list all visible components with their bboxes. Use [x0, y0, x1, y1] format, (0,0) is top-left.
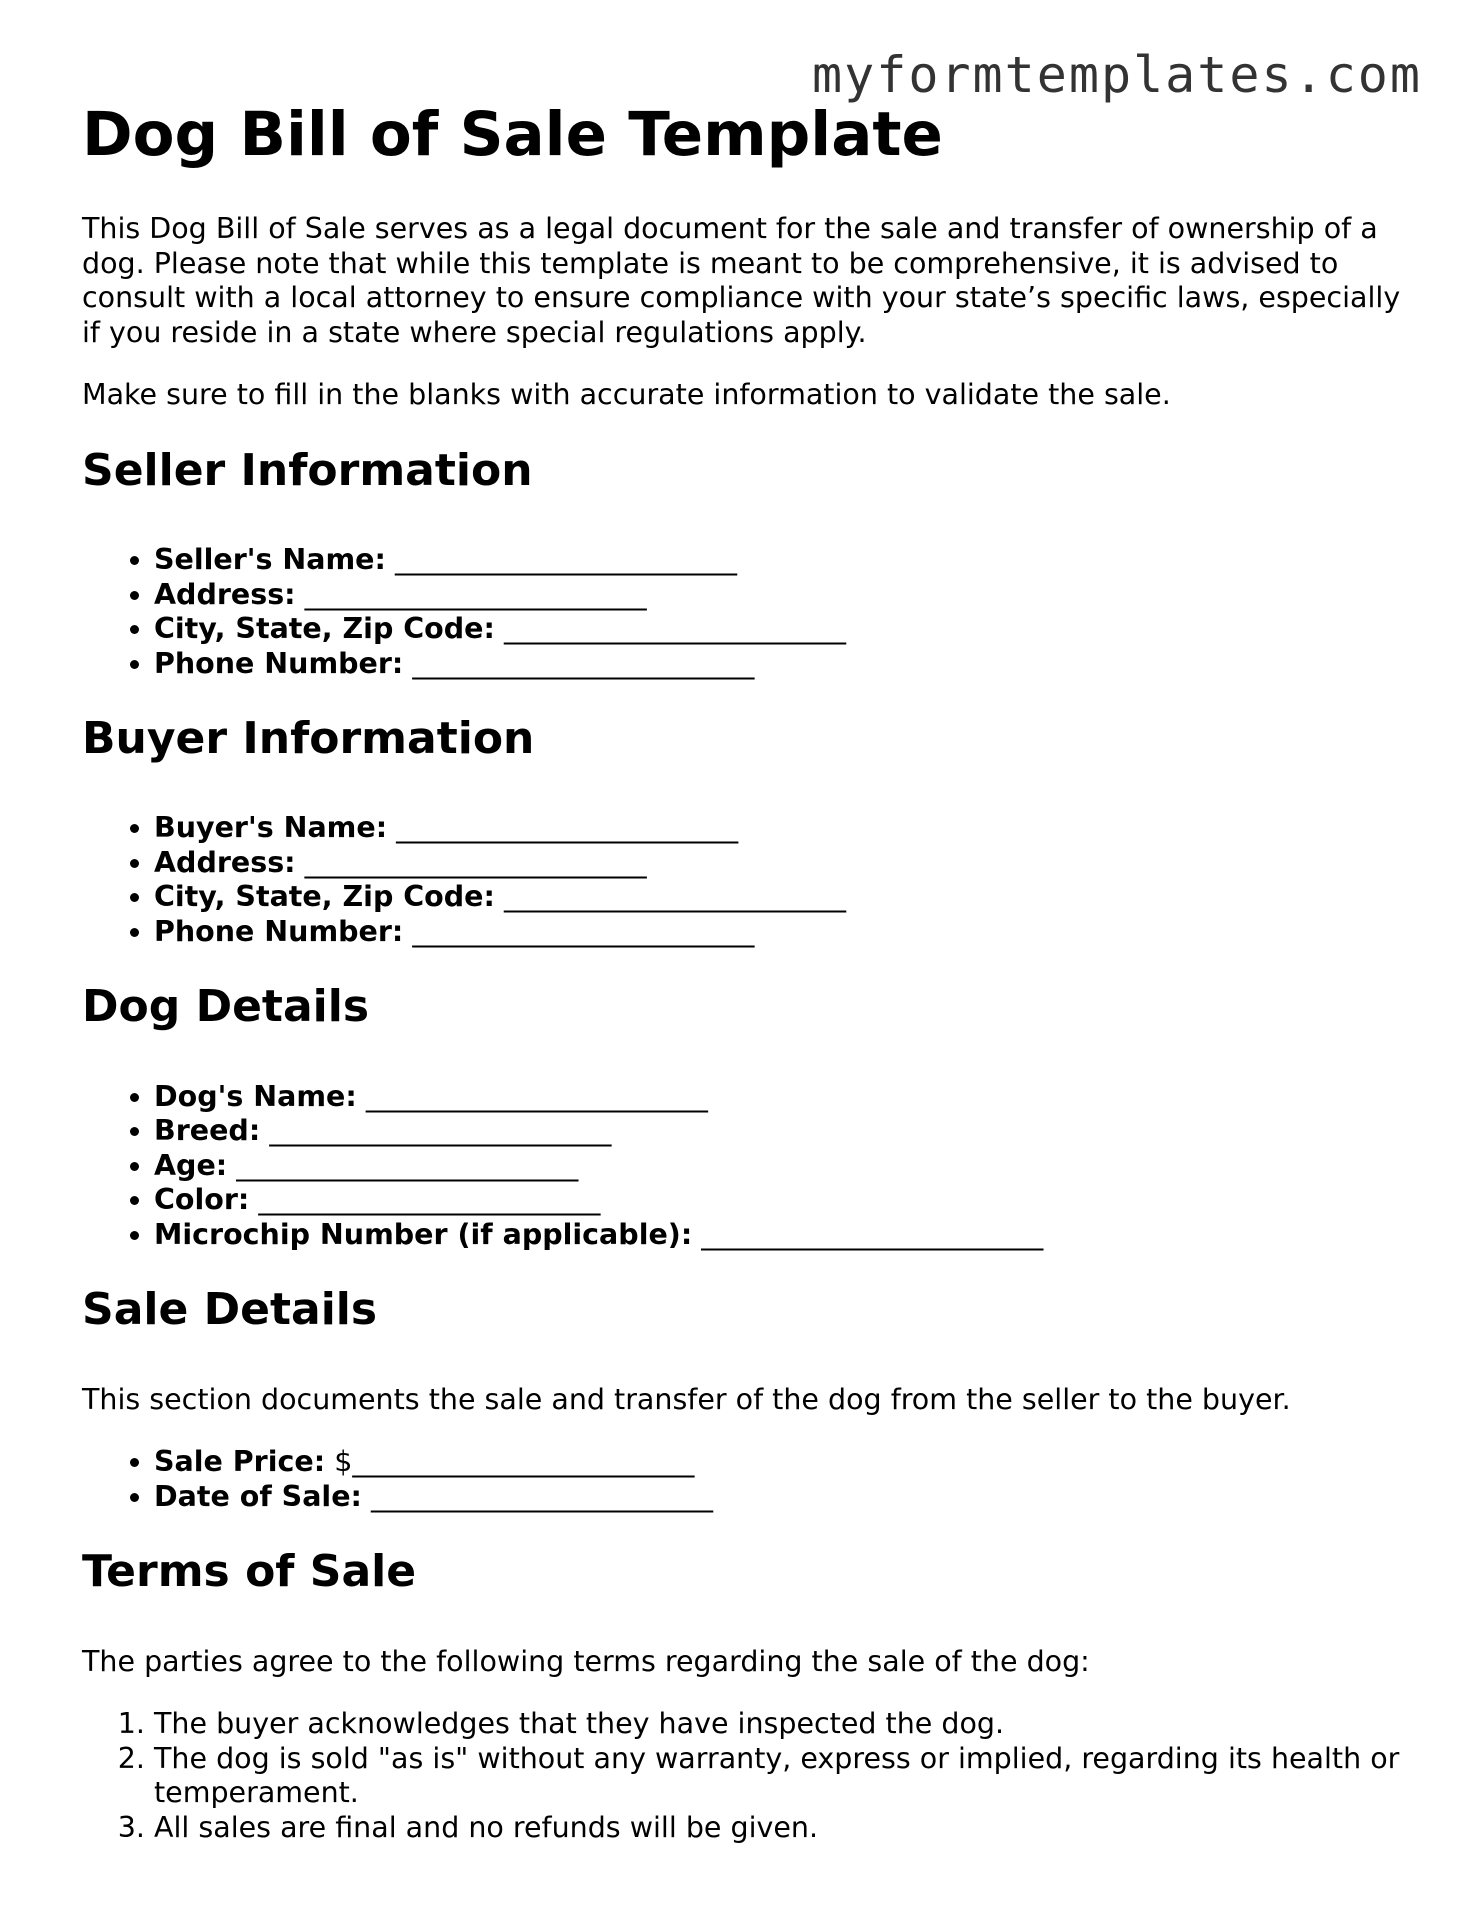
- blank-line[interactable]: ________________________: [258, 1183, 601, 1217]
- blank-line[interactable]: ________________________: [304, 577, 647, 611]
- field-label: Phone Number:: [154, 646, 404, 680]
- seller-name-field: [154, 543, 1412, 578]
- sale-price-field: [154, 1445, 1412, 1480]
- terms-list: [82, 1707, 1412, 1845]
- field-label: Color:: [154, 1183, 250, 1217]
- field-label: Phone Number:: [154, 914, 404, 948]
- term-item: 3. All sales are final and no refunds will be given.: [154, 1811, 1412, 1846]
- dog-age-field: [154, 1149, 1412, 1184]
- dog-microchip-field: [154, 1218, 1412, 1253]
- blank-line[interactable]: ________________________: [412, 646, 755, 680]
- buyer-name-field: [154, 811, 1412, 846]
- seller-address-field: [154, 578, 1412, 613]
- field-label: Date of Sale:: [154, 1479, 362, 1513]
- sale-fields: [82, 1445, 1412, 1514]
- instruction-paragraph: Make sure to fill in the blanks with accurate information to validate the sale.: [82, 378, 1171, 412]
- blank-line[interactable]: ________________________: [365, 1079, 708, 1113]
- field-label: Buyer's Name:: [154, 811, 388, 845]
- field-label: Breed:: [154, 1114, 261, 1148]
- sale-heading: Sale Details: [82, 1284, 378, 1336]
- term-item: 2. The dog is sold "as is" without any warranty, express or implied, regarding its health or temperament.: [154, 1742, 1412, 1811]
- blank-line[interactable]: ________________________: [503, 880, 846, 914]
- seller-heading: Seller Information: [82, 444, 533, 496]
- seller-fields: [82, 543, 1412, 681]
- field-label: Address:: [154, 845, 296, 879]
- field-label: City, State, Zip Code:: [154, 880, 495, 914]
- document-page: [82, 100, 1412, 1865]
- blank-line[interactable]: ________________________: [503, 612, 846, 646]
- blank-line[interactable]: ________________________: [701, 1217, 1044, 1251]
- dog-breed-field: [154, 1114, 1412, 1149]
- terms-heading: Terms of Sale: [82, 1546, 417, 1598]
- blank-line[interactable]: ________________________: [236, 1148, 579, 1182]
- dog-fields: [82, 1080, 1412, 1253]
- field-label: Address:: [154, 577, 296, 611]
- field-label: Seller's Name:: [154, 543, 386, 577]
- blank-line[interactable]: ________________________: [269, 1114, 612, 1148]
- blank-line[interactable]: ________________________: [412, 914, 755, 948]
- buyer-address-field: [154, 846, 1412, 881]
- field-label: Age:: [154, 1148, 228, 1182]
- page-title: Dog Bill of Sale Template: [82, 99, 943, 170]
- field-label: Microchip Number (if applicable):: [154, 1217, 693, 1251]
- terms-description: The parties agree to the following terms regarding the sale of the dog:: [82, 1644, 1090, 1678]
- buyer-phone-field: [154, 915, 1412, 950]
- intro-paragraph: This Dog Bill of Sale serves as a legal document for the sale and transfer of ownership of a dog. Please note that while this template is meant to be comprehensive, it is advised to consult with a local attorney to ensure compliance with your state’s specific laws, especially if you reside in a state where special regulations apply.: [82, 212, 1401, 349]
- blank-line[interactable]: ________________________: [370, 1479, 713, 1513]
- term-item: 1. The buyer acknowledges that they have inspected the dog.: [154, 1707, 1412, 1742]
- blank-line[interactable]: ________________________: [396, 811, 739, 845]
- site-watermark: myformtemplates.com: [812, 46, 1422, 104]
- field-label: Sale Price:: [154, 1445, 326, 1479]
- dog-heading: Dog Details: [82, 981, 370, 1033]
- sale-date-field: [154, 1480, 1412, 1515]
- buyer-heading: Buyer Information: [82, 713, 535, 765]
- buyer-fields: [82, 811, 1412, 949]
- field-label: Dog's Name:: [154, 1079, 357, 1113]
- buyer-city-field: [154, 880, 1412, 915]
- seller-city-field: [154, 612, 1412, 647]
- field-label: City, State, Zip Code:: [154, 612, 495, 646]
- sale-description: This section documents the sale and transfer of the dog from the seller to the buyer.: [82, 1382, 1291, 1416]
- dog-name-field: [154, 1080, 1412, 1115]
- blank-line[interactable]: ________________________: [304, 845, 647, 879]
- dog-color-field: [154, 1183, 1412, 1218]
- seller-phone-field: [154, 647, 1412, 682]
- price-blank[interactable]: $________________________: [334, 1445, 695, 1479]
- blank-line[interactable]: ________________________: [394, 543, 737, 577]
